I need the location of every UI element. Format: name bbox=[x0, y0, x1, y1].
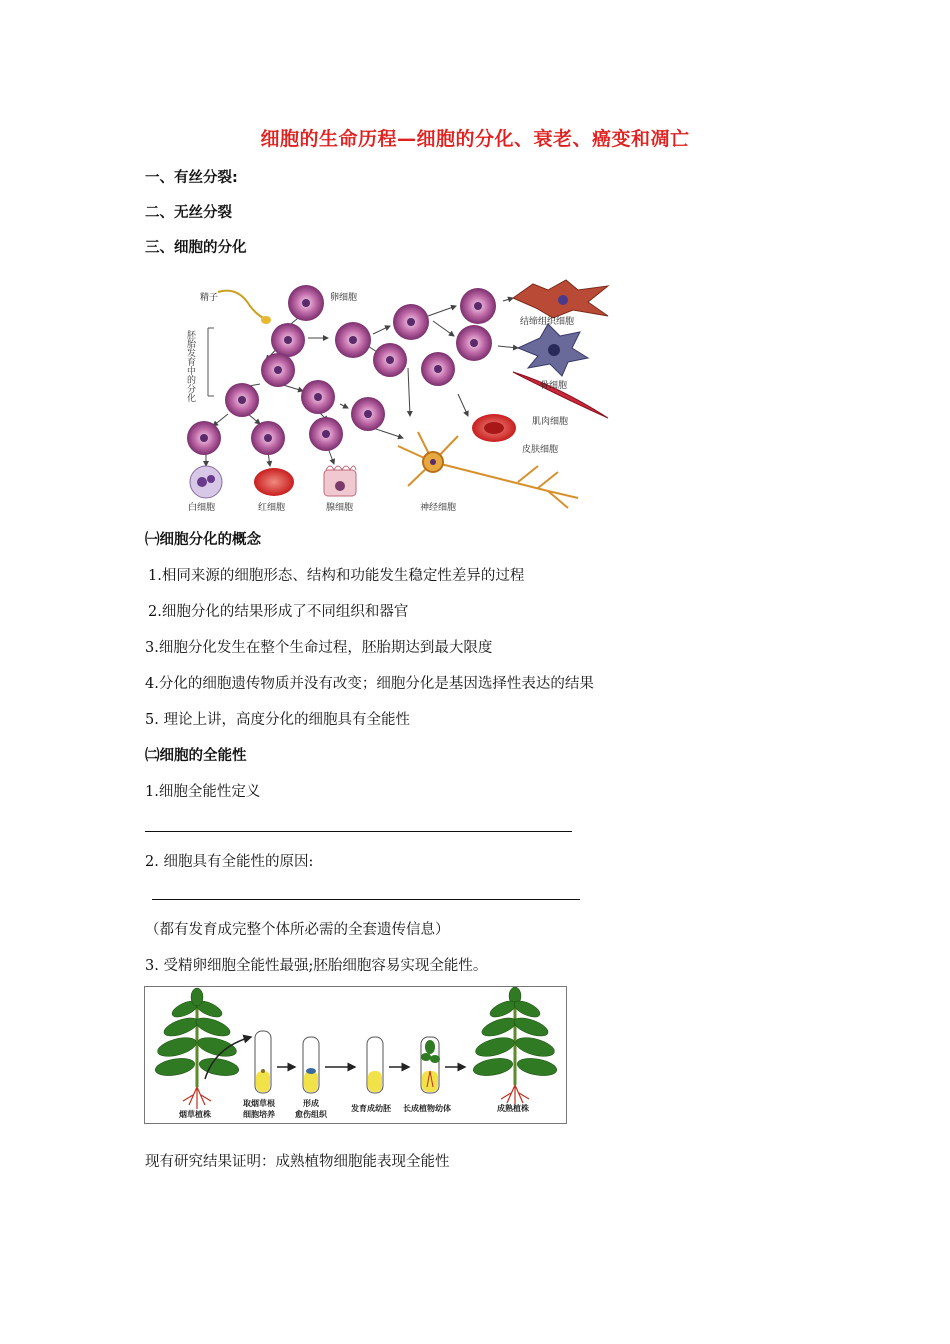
page-title: 细胞的生命历程—细胞的分化、衰老、癌变和凋亡 bbox=[260, 128, 690, 150]
blank-line-1 bbox=[145, 831, 572, 832]
red-blood-cell-icon bbox=[254, 468, 294, 496]
part1-item-4: 4.分化的细胞遗传物质并没有改变；细胞分化是基因选择性表达的结果 bbox=[145, 676, 594, 692]
skin-cell-icon bbox=[472, 414, 516, 442]
side-label: 胚胎发育中的分化 bbox=[185, 330, 195, 402]
section-heading-amitosis: 二、无丝分裂 bbox=[145, 205, 232, 221]
test-tube-culture-icon bbox=[255, 1031, 271, 1093]
label-muscle: 肌肉细胞 bbox=[532, 417, 569, 427]
section-heading-differentiation: 三、细胞的分化 bbox=[145, 240, 247, 256]
label-skin: 皮肤细胞 bbox=[522, 445, 559, 455]
label-callus-2: 愈伤组织 bbox=[295, 1110, 327, 1119]
test-tube-embryo-icon bbox=[367, 1037, 383, 1093]
connective-tissue-cell-icon bbox=[513, 280, 608, 318]
blank-line-2 bbox=[152, 899, 580, 900]
test-tube-callus-icon bbox=[303, 1037, 319, 1093]
part2-item-3: 3. 受精卵细胞全能性最强;胚胎细胞容易实现全能性。 bbox=[145, 958, 488, 974]
part1-item-3: 3.细胞分化发生在整个生命过程，胚胎期达到最大限度 bbox=[145, 640, 493, 656]
section-heading-mitosis: 一、有丝分裂: bbox=[145, 170, 238, 186]
part1-item-5: 5. 理论上讲，高度分化的细胞具有全能性 bbox=[145, 712, 410, 728]
tissue-culture-figure bbox=[144, 986, 567, 1124]
label-bone: 骨细胞 bbox=[540, 381, 568, 391]
white-blood-cell-icon bbox=[190, 466, 222, 498]
label-nerve: 神经细胞 bbox=[420, 503, 457, 513]
label-sperm: 精子 bbox=[200, 293, 219, 303]
label-callus-1: 形成 bbox=[303, 1099, 319, 1108]
stage-bracket bbox=[208, 328, 214, 396]
cell-differentiation-figure bbox=[168, 276, 618, 516]
label-egg: 卵细胞 bbox=[330, 293, 358, 303]
part2-item-1: 1.细胞全能性定义 bbox=[145, 784, 261, 800]
label-rbc: 红细胞 bbox=[258, 503, 286, 513]
label-connective: 结缔组织细胞 bbox=[520, 317, 575, 327]
part2-note: （都有发育成完整个体所必需的全套遗传信息） bbox=[145, 922, 450, 938]
dividing-cells bbox=[187, 285, 496, 455]
test-tube-seedling-icon bbox=[421, 1037, 440, 1093]
label-embryo: 发育成幼胚 bbox=[351, 1104, 391, 1113]
label-mature: 成熟植株 bbox=[497, 1104, 529, 1113]
gland-cell-icon bbox=[324, 466, 356, 496]
part1-heading: ㈠细胞分化的概念 bbox=[145, 532, 261, 548]
label-plant: 烟草植株 bbox=[179, 1110, 211, 1119]
part1-item-1: 1.相同来源的细胞形态、结构和功能发生稳定性差异的过程 bbox=[148, 568, 525, 584]
label-gland: 腺细胞 bbox=[326, 503, 354, 513]
label-culture-2: 细胞培养 bbox=[243, 1110, 275, 1119]
label-wbc: 白细胞 bbox=[188, 503, 216, 513]
label-seedling: 长成植物幼体 bbox=[403, 1104, 451, 1113]
sperm-icon bbox=[218, 291, 271, 324]
mature-plant-icon bbox=[472, 987, 558, 1107]
bone-cell-icon bbox=[518, 324, 588, 376]
conclusion-text: 现有研究结果证明：成熟植物细胞能表现全能性 bbox=[145, 1154, 450, 1170]
part1-item-2: 2.细胞分化的结果形成了不同组织和器官 bbox=[148, 604, 409, 620]
label-culture-1: 取烟草根 bbox=[243, 1099, 275, 1108]
muscle-cell-icon bbox=[513, 372, 608, 418]
part2-item-2: 2. 细胞具有全能性的原因: bbox=[145, 854, 314, 870]
part2-heading: ㈡细胞的全能性 bbox=[145, 748, 247, 764]
nerve-cell-icon bbox=[398, 432, 578, 508]
